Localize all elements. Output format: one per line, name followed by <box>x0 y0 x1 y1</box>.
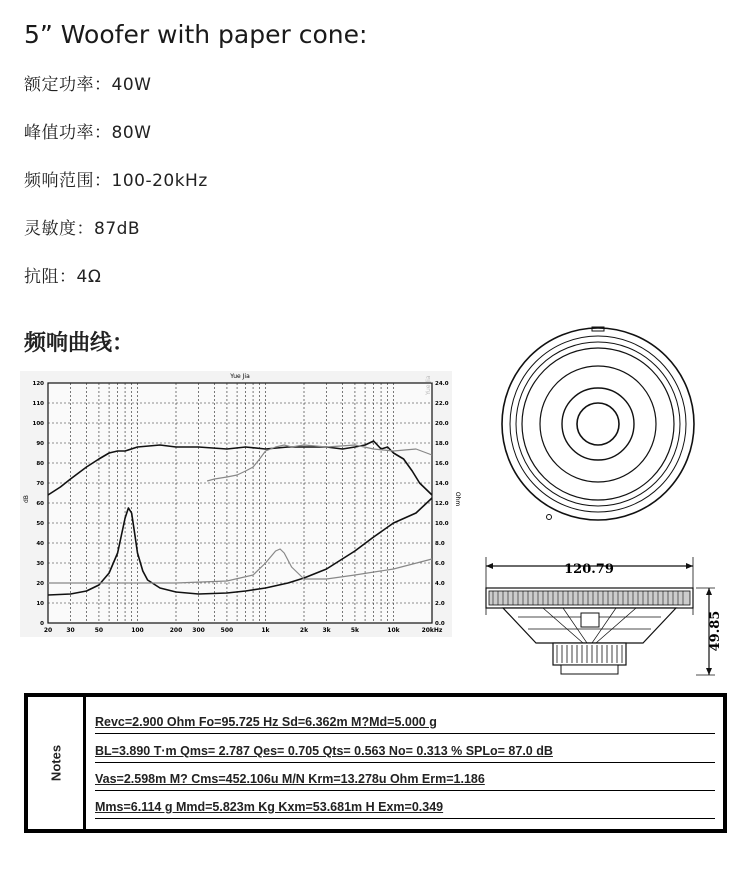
x-tick-label: 20kHz <box>421 627 443 634</box>
note-line: Vas=2.598m M? Cms=452.106u M/N Krm=13.278u Ohm Erm=1.186 <box>95 770 715 791</box>
y-tick-label-right: 16.0 <box>435 461 449 467</box>
y-tick-label-left: 30 <box>36 561 44 567</box>
x-tick-label: 5k <box>350 627 360 634</box>
chart-watermark: Yue Jia <box>425 375 432 395</box>
chart-title: Yue Jia <box>230 373 250 380</box>
x-tick-label: 20 <box>43 627 53 634</box>
spec-rated-power: 额定功率：40W <box>24 75 152 95</box>
height-dimension: 49.85 <box>708 610 723 652</box>
width-dimension: 120.79 <box>564 562 614 577</box>
y-tick-label-left: 70 <box>36 481 44 487</box>
x-tick-label: 10k <box>387 627 400 634</box>
note-line: BL=3.890 T·m Qms= 2.787 Qes= 0.705 Qts= 0.563 No= 0.313 % SPLo= 87.0 dB <box>95 742 715 763</box>
x-tick-label: 500 <box>220 627 234 634</box>
x-tick-label: 30 <box>66 627 75 634</box>
spec-peak-power: 峰值功率：80W <box>24 123 152 143</box>
chart-ylabel-right: Ohm <box>454 491 461 507</box>
y-tick-label-right: 24.0 <box>435 381 449 387</box>
y-tick-label-right: 14.0 <box>435 481 449 487</box>
y-tick-label-right: 10.0 <box>435 521 449 527</box>
speaker-front-view <box>502 327 694 520</box>
y-tick-label-left: 80 <box>36 461 44 467</box>
section-title-frequency-response: 频响曲线： <box>24 331 135 356</box>
chart-ylabel-left: dB <box>23 495 30 503</box>
notes-label: Notes <box>48 744 63 782</box>
frequency-response-chart <box>20 371 461 637</box>
x-tick-label: 300 <box>192 627 205 634</box>
y-tick-label-right: 20.0 <box>435 421 449 427</box>
x-tick-label: 2k <box>299 627 309 634</box>
y-tick-label-left: 60 <box>36 501 44 507</box>
y-tick-label-left: 50 <box>36 521 44 527</box>
y-tick-label-left: 100 <box>32 421 44 427</box>
spec-sensitivity: 灵敏度：87dB <box>24 219 141 239</box>
y-tick-label-right: 4.0 <box>435 581 445 587</box>
y-tick-label-left: 120 <box>32 381 44 387</box>
chart-grid <box>48 383 432 623</box>
y-tick-label-right: 12.0 <box>435 501 449 507</box>
y-tick-label-left: 0 <box>40 621 44 627</box>
x-tick-label: 200 <box>169 627 183 634</box>
x-tick-label: 50 <box>94 627 104 634</box>
speaker-drawings <box>483 325 723 685</box>
y-tick-label-right: 6.0 <box>435 561 445 567</box>
y-tick-label-left: 90 <box>36 441 44 447</box>
y-tick-label-left: 110 <box>32 401 44 407</box>
notes-label-column <box>28 697 86 829</box>
x-tick-label: 1k <box>261 627 270 634</box>
y-tick-label-left: 10 <box>36 601 44 607</box>
y-tick-label-right: 2.0 <box>435 601 445 607</box>
y-tick-label-right: 18.0 <box>435 441 449 447</box>
note-line: Mms=6.114 g Mmd=5.823m Kg Kxm=53.681m H Exm=0.349 <box>95 798 715 819</box>
x-tick-label: 100 <box>131 627 144 634</box>
product-title: 5” Woofer with paper cone: <box>24 20 368 49</box>
spec-frequency-range: 频响范围：100-20kHz <box>24 171 208 191</box>
spec-impedance: 抗阻：4Ω <box>24 267 102 287</box>
x-tick-label: 3k <box>322 627 331 634</box>
y-tick-label-left: 40 <box>36 541 44 547</box>
y-tick-label-right: 22.0 <box>435 401 449 407</box>
y-tick-label-left: 20 <box>36 581 44 587</box>
notes-panel <box>24 693 727 833</box>
note-line: Revc=2.900 Ohm Fo=95.725 Hz Sd=6.362m M?Md=5.000 g <box>95 713 715 734</box>
y-tick-label-right: 0.0 <box>435 621 445 627</box>
y-tick-label-right: 8.0 <box>435 541 445 547</box>
